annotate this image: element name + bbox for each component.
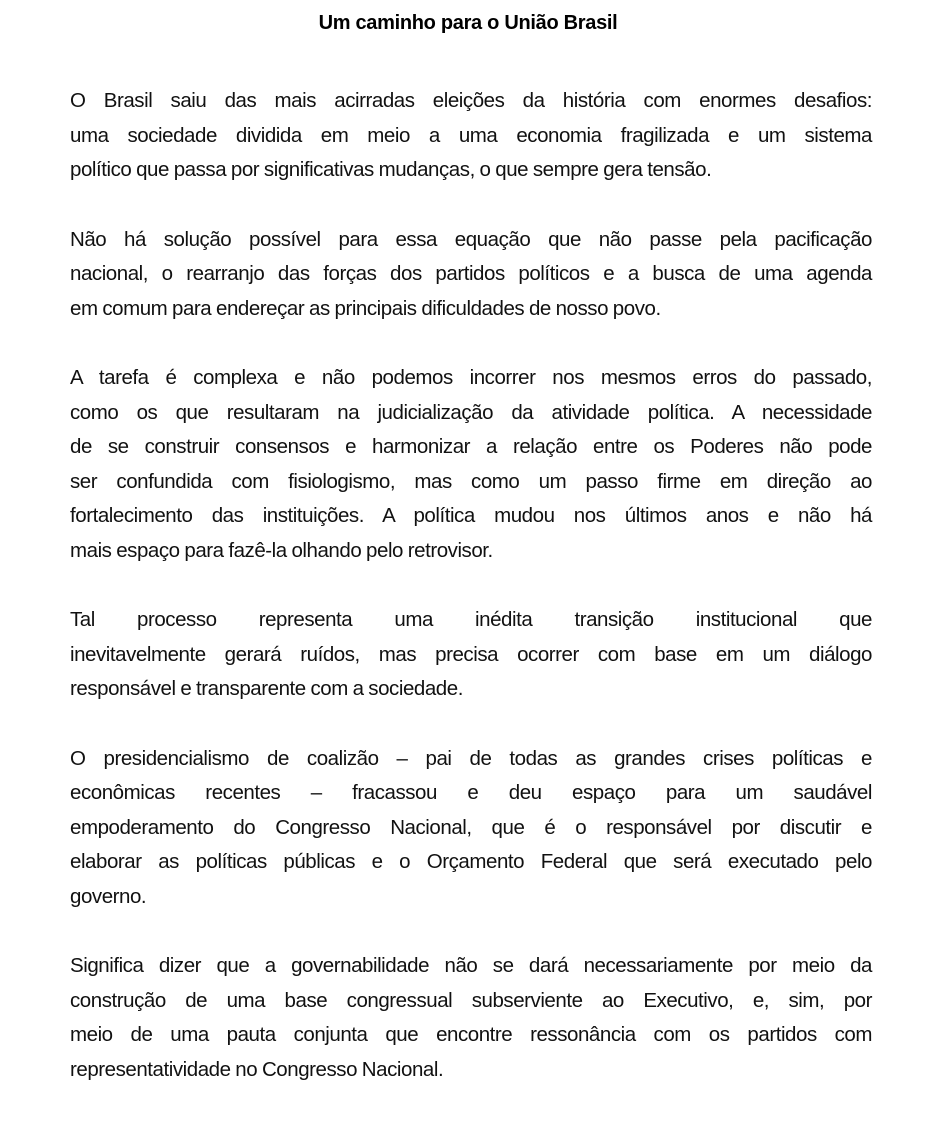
- paragraph-line: A tarefa é complexa e não podemos incorrer nos mesmos erros do passado,: [70, 366, 872, 389]
- paragraph: [70, 603, 872, 707]
- paragraph-line: empoderamento do Congresso Nacional, que é o responsável por discutir e: [70, 815, 872, 839]
- paragraph: [70, 742, 872, 915]
- paragraph-line: O presidencialismo de coalizão – pai de todas as grandes crises políticas e: [70, 746, 872, 770]
- paragraph-line: Tal processo representa uma inédita transição institucional que: [70, 608, 872, 631]
- paragraph: [70, 84, 872, 188]
- document-title: Um caminho para o União Brasil: [318, 12, 618, 34]
- paragraph: [70, 223, 872, 327]
- paragraph-line: como os que resultaram na judicialização da atividade política. A necessidade: [70, 400, 872, 424]
- paragraph-line: construção de uma base congressual subserviente ao Executivo, e, sim, por: [70, 988, 872, 1012]
- paragraph-line: mais espaço para fazê-la olhando pelo retrovisor.: [70, 538, 493, 562]
- paragraph: [70, 949, 872, 1087]
- paragraph-line: responsável e transparente com a sociedade.: [70, 677, 463, 700]
- paragraph-line: meio de uma pauta conjunta que encontre ressonância com os partidos com: [70, 1023, 872, 1046]
- paragraph-line: representatividade no Congresso Nacional.: [70, 1057, 444, 1081]
- paragraph-line: uma sociedade dividida em meio a uma economia fragilizada e um sistema: [70, 123, 872, 147]
- paragraph-line: inevitavelmente gerará ruídos, mas precisa ocorrer com base em um diálogo: [70, 642, 872, 666]
- paragraph: [70, 361, 872, 568]
- paragraph-line: nacional, o rearranjo das forças dos partidos políticos e a busca de uma agenda: [70, 262, 872, 285]
- paragraph-line: ser confundida com fisiologismo, mas como um passo firme em direção ao: [70, 469, 872, 493]
- paragraph-line: de se construir consensos e harmonizar a relação entre os Poderes não pode: [70, 435, 872, 458]
- paragraph-line: fortalecimento das instituições. A política mudou nos últimos anos e não há: [70, 504, 872, 527]
- paragraph-line: O Brasil saiu das mais acirradas eleições da história com enormes desafios:: [70, 89, 872, 112]
- paragraph-line: governo.: [70, 884, 147, 908]
- paragraph-line: em comum para endereçar as principais dificuldades de nosso povo.: [70, 296, 661, 320]
- paragraph-line: elaborar as políticas públicas e o Orçamento Federal que será executado pelo: [70, 850, 872, 873]
- paragraph-line: Não há solução possível para essa equação que não passe pela pacificação: [70, 227, 872, 251]
- paragraph-line: Significa dizer que a governabilidade não se dará necessariamente por meio da: [70, 954, 872, 977]
- paragraph-line: econômicas recentes – fracassou e deu espaço para um saudável: [70, 781, 872, 804]
- document-body: [70, 84, 872, 1122]
- paragraph-line: político que passa por significativas mudanças, o que sempre gera tensão.: [70, 158, 712, 181]
